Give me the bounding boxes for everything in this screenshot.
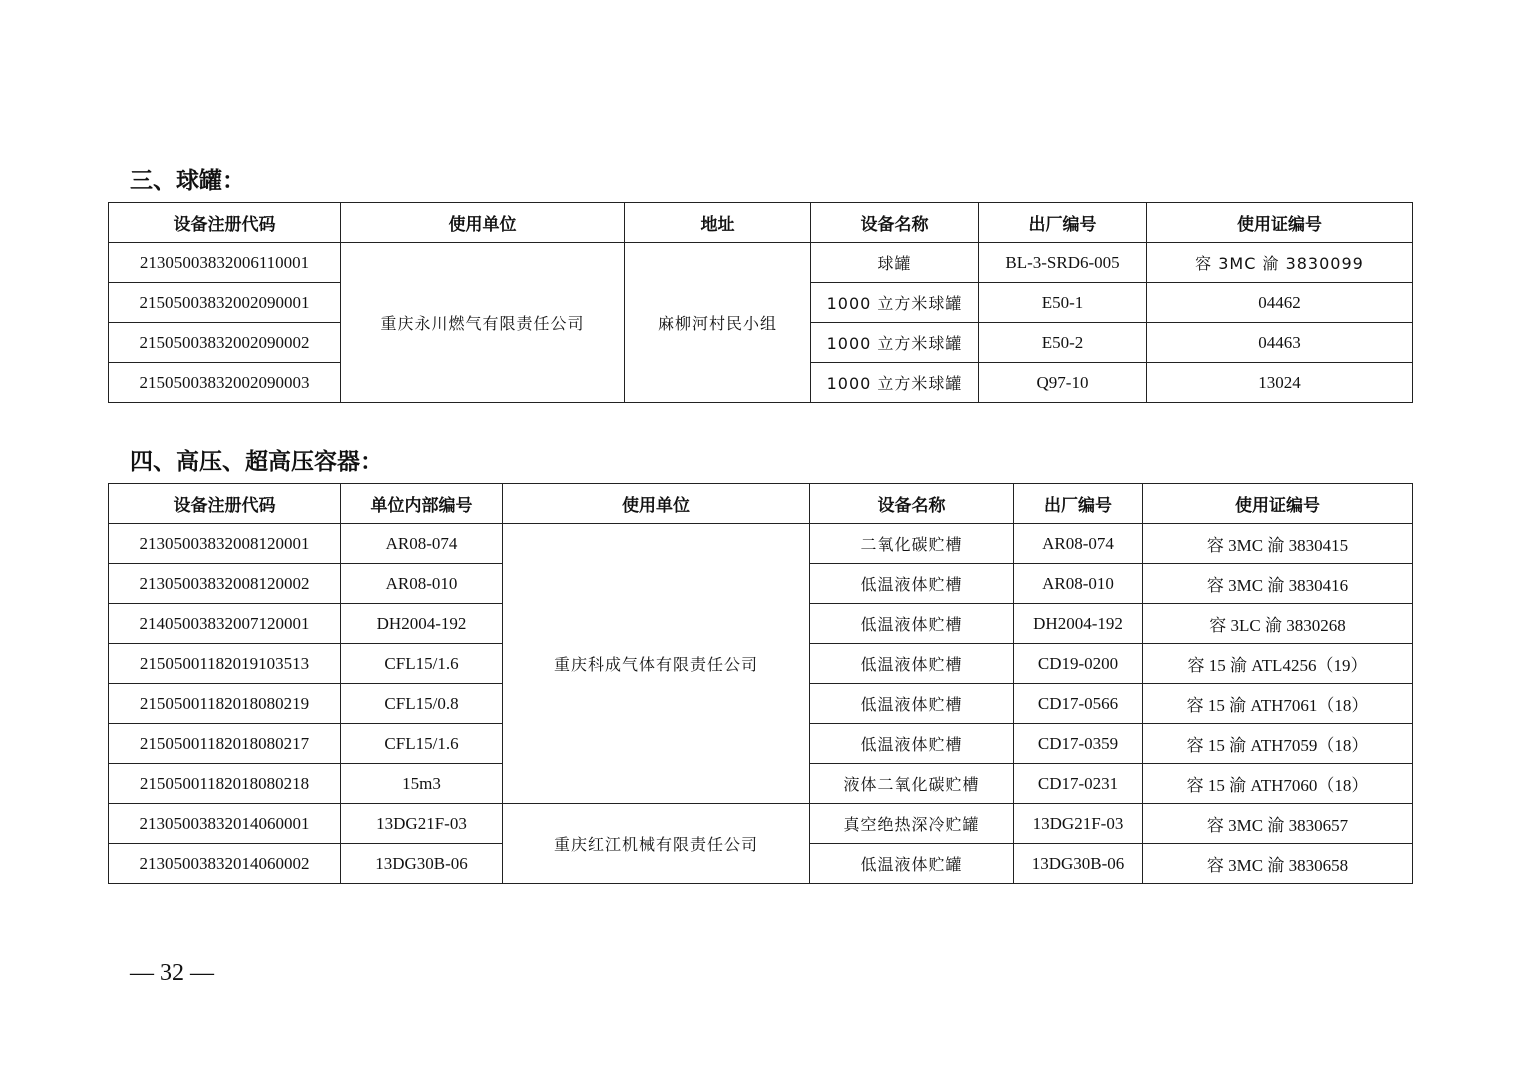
section-title-high-pressure-vessels: 四、高压、超高压容器： xyxy=(130,449,383,475)
column-header-address: 地址 xyxy=(625,203,811,243)
registration-code: 21305003832008120001 xyxy=(109,524,341,564)
equipment-name: 二氧化碳贮槽 xyxy=(810,524,1014,564)
column-header-unit: 使用单位 xyxy=(341,203,625,243)
column-header-factory-no: 出厂编号 xyxy=(979,203,1147,243)
column-header-code: 设备注册代码 xyxy=(109,203,341,243)
column-header-code: 设备注册代码 xyxy=(109,484,341,524)
certificate-number: 容 15 渝 ATH7060（18） xyxy=(1143,764,1413,804)
equipment-name: 低温液体贮槽 xyxy=(810,564,1014,604)
equipment-name: 低温液体贮槽 xyxy=(810,604,1014,644)
user-unit: 重庆科成气体有限责任公司 xyxy=(503,524,810,804)
equipment-name: 低温液体贮罐 xyxy=(810,844,1014,884)
equipment-name: 1000 立方米球罐 xyxy=(811,323,979,363)
table-row xyxy=(109,804,1413,844)
equipment-name: 低温液体贮槽 xyxy=(810,644,1014,684)
certificate-number: 容 3MC 渝 3830416 xyxy=(1143,564,1413,604)
section-title-spherical-tanks: 三、球罐： xyxy=(130,168,245,194)
factory-number: CD17-0231 xyxy=(1014,764,1143,804)
equipment-name: 球罐 xyxy=(811,243,979,283)
certificate-number: 容 3MC 渝 3830415 xyxy=(1143,524,1413,564)
internal-number: CFL15/1.6 xyxy=(341,644,503,684)
page-number: — 32 — xyxy=(130,960,214,986)
column-header-unit: 使用单位 xyxy=(503,484,810,524)
registration-code: 21305003832006110001 xyxy=(109,243,341,283)
internal-number: AR08-010 xyxy=(341,564,503,604)
certificate-number: 容 3MC 渝 3830657 xyxy=(1143,804,1413,844)
column-header-factory-no: 出厂编号 xyxy=(1014,484,1143,524)
internal-number: CFL15/0.8 xyxy=(341,684,503,724)
registration-code: 21505001182019103513 xyxy=(109,644,341,684)
certificate-number: 容 15 渝 ATH7059（18） xyxy=(1143,724,1413,764)
registration-code: 21505003832002090001 xyxy=(109,283,341,323)
internal-number: DH2004-192 xyxy=(341,604,503,644)
factory-number: E50-2 xyxy=(979,323,1147,363)
factory-number: 13DG21F-03 xyxy=(1014,804,1143,844)
spherical-tank-table xyxy=(108,202,1413,403)
equipment-name: 低温液体贮槽 xyxy=(810,684,1014,724)
internal-number: CFL15/1.6 xyxy=(341,724,503,764)
table-row xyxy=(109,524,1413,564)
factory-number: CD17-0566 xyxy=(1014,684,1143,724)
column-header-equipment-name: 设备名称 xyxy=(810,484,1014,524)
registration-code: 21505003832002090002 xyxy=(109,323,341,363)
equipment-name: 液体二氧化碳贮槽 xyxy=(810,764,1014,804)
equipment-name: 真空绝热深冷贮罐 xyxy=(810,804,1014,844)
factory-number: CD19-0200 xyxy=(1014,644,1143,684)
table-row xyxy=(109,243,1413,283)
registration-code: 21505001182018080218 xyxy=(109,764,341,804)
internal-number: 13DG21F-03 xyxy=(341,804,503,844)
factory-number: AR08-010 xyxy=(1014,564,1143,604)
internal-number: 15m3 xyxy=(341,764,503,804)
column-header-internal-no: 单位内部编号 xyxy=(341,484,503,524)
factory-number: BL-3-SRD6-005 xyxy=(979,243,1147,283)
factory-number: 13DG30B-06 xyxy=(1014,844,1143,884)
certificate-number: 04463 xyxy=(1147,323,1413,363)
registration-code: 21305003832008120002 xyxy=(109,564,341,604)
table-header-row xyxy=(109,484,1413,524)
column-header-cert-no: 使用证编号 xyxy=(1147,203,1413,243)
factory-number: DH2004-192 xyxy=(1014,604,1143,644)
factory-number: AR08-074 xyxy=(1014,524,1143,564)
certificate-number: 容 3MC 渝 3830099 xyxy=(1147,243,1413,283)
address: 麻柳河村民小组 xyxy=(625,243,811,403)
factory-number: CD17-0359 xyxy=(1014,724,1143,764)
user-unit: 重庆红江机械有限责任公司 xyxy=(503,804,810,884)
certificate-number: 容 15 渝 ATL4256（19） xyxy=(1143,644,1413,684)
registration-code: 21505001182018080217 xyxy=(109,724,341,764)
column-header-equipment-name: 设备名称 xyxy=(811,203,979,243)
internal-number: 13DG30B-06 xyxy=(341,844,503,884)
factory-number: Q97-10 xyxy=(979,363,1147,403)
column-header-cert-no: 使用证编号 xyxy=(1143,484,1413,524)
internal-number: AR08-074 xyxy=(341,524,503,564)
certificate-number: 13024 xyxy=(1147,363,1413,403)
equipment-name: 1000 立方米球罐 xyxy=(811,363,979,403)
registration-code: 21505001182018080219 xyxy=(109,684,341,724)
certificate-number: 容 15 渝 ATH7061（18） xyxy=(1143,684,1413,724)
certificate-number: 04462 xyxy=(1147,283,1413,323)
equipment-name: 低温液体贮槽 xyxy=(810,724,1014,764)
registration-code: 21405003832007120001 xyxy=(109,604,341,644)
registration-code: 21505003832002090003 xyxy=(109,363,341,403)
equipment-name: 1000 立方米球罐 xyxy=(811,283,979,323)
high-pressure-vessel-table xyxy=(108,483,1413,884)
factory-number: E50-1 xyxy=(979,283,1147,323)
user-unit: 重庆永川燃气有限责任公司 xyxy=(341,243,625,403)
registration-code: 21305003832014060001 xyxy=(109,804,341,844)
table-header-row xyxy=(109,203,1413,243)
certificate-number: 容 3MC 渝 3830658 xyxy=(1143,844,1413,884)
registration-code: 21305003832014060002 xyxy=(109,844,341,884)
certificate-number: 容 3LC 渝 3830268 xyxy=(1143,604,1413,644)
